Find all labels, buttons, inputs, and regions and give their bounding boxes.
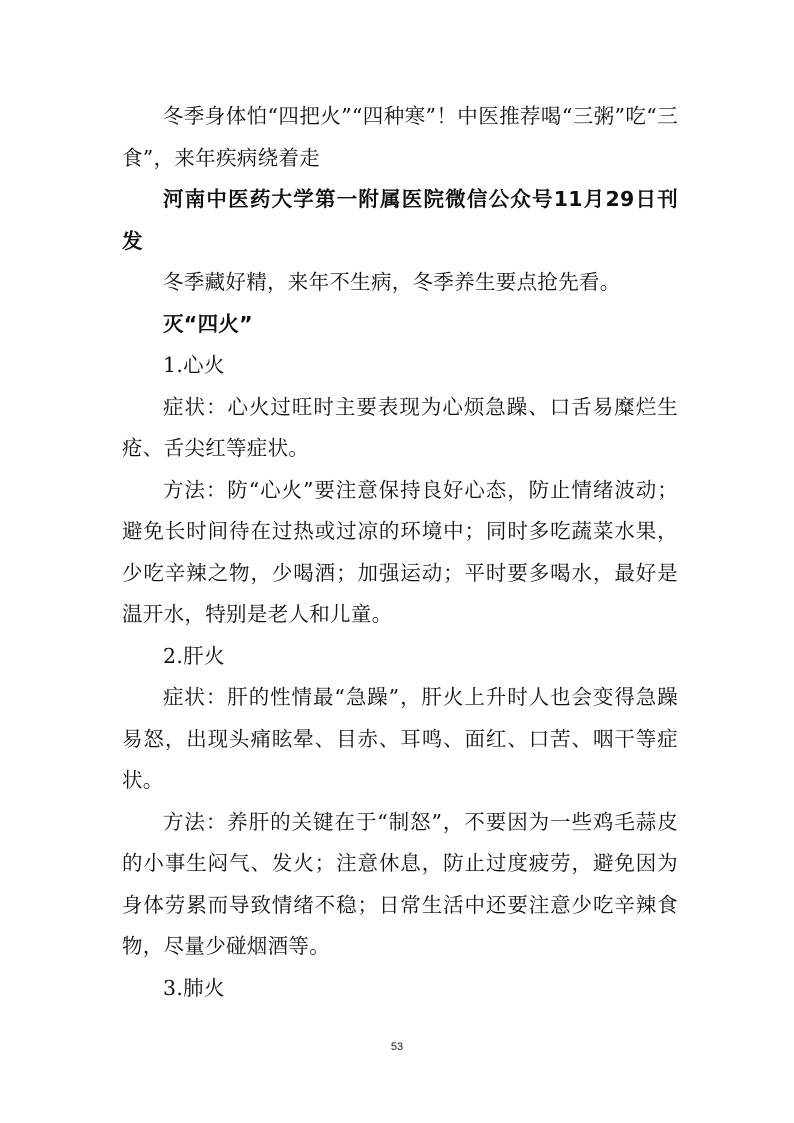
item-method-heart-fire: 方法：防“心火”要注意保持良好心态，防止情绪波动；避免长时间待在过热或过凉的环境中；同时多吃蔬菜水果，少吃辛辣之物，少喝酒；加强运动；平时要多喝水，最好是温开水，特别是老人和儿童。 xyxy=(122,477,678,626)
item-symptom-heart-fire: 症状：心火过旺时主要表现为心烦急躁、口舌易糜烂生疮、舌尖红等症状。 xyxy=(122,394,678,460)
item-heading-lung-fire: 3.肺火 xyxy=(163,975,225,1000)
item-heading-liver-fire: 2.肝火 xyxy=(163,643,225,668)
article-title: 冬季身体怕“四把火”“四种寒”！中医推荐喝“三粥”吃“三食”，来年疾病绕着走 xyxy=(122,104,678,170)
item-heading-heart-fire: 1.心火 xyxy=(163,353,225,377)
section-heading: 灭“四火” xyxy=(163,311,253,336)
intro-paragraph: 冬季藏好精，来年不生病，冬季养生要点抢先看。 xyxy=(163,270,621,294)
page-number: 53 xyxy=(390,1041,404,1053)
item-symptom-liver-fire: 症状：肝的性情最“急躁”，肝火上升时人也会变得急躁易怒，出现头痛眩晕、目赤、耳鸣、面红、口苦、咽干等症状。 xyxy=(122,685,678,792)
document-body xyxy=(122,96,678,1009)
item-method-liver-fire: 方法：养肝的关键在于“制怒”，不要因为一些鸡毛蒜皮的小事生闷气、发火；注意休息，防止过度疲劳，避免因为身体劳累而导致情绪不稳；日常生活中还要注意少吃辛辣食物，尽量少碰烟酒等。 xyxy=(122,809,678,958)
source-line: 河南中医药大学第一附属医院微信公众号11月29日刊发 xyxy=(122,187,678,253)
